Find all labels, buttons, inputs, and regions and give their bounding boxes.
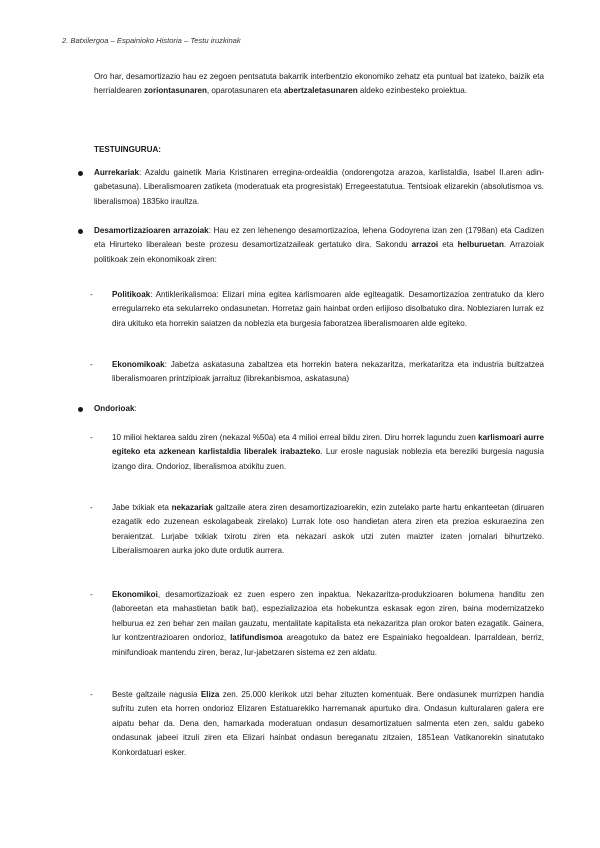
page-header: 2. Batxilergoa – Espainioko Historia – Testu iruzkinak xyxy=(62,36,241,45)
sub-item-ondorioa-3: - Ekonomikoi, desamortizazioak ez zuen espero zen inpaktua. Nekazaritza-produkzioaren bolumena handitu zen (laboreetan eta mahastietan batik bat), espezializazioa eta hobekuntza eskasak egon ziren, baina modernizatzeko helburua ez zen behar zen mailan gauzatu, mentalitate kapitalista eta nekazaritza plan orokor baten ezagatik. Gainera, lur kontzentrazioaren ondorioz, latifundismoa areagotuko da batez ere Espainiako hegoaldean. Iparraldean, berriz, minifundioak mantendu ziren, beraz, lur-jabetzaren sistema ez zen aldatu. xyxy=(90,590,544,657)
sub-item-ondorioa-2: - Jabe txikiak eta nekazariak galtzaile atera ziren desamortizazioarekin, ezin zutelako parte hartu enkanteetan (diruaren ezagatik edo zuzenean eskolagabeak zirelako) Lurrak lote oso handietan atera ziren eta prezioa eskuraezina zen beraientzat. Lurjabe txikiak txirotu ziren eta nekazari askok utzi zuten maizter izaten jornalari bihurtzeko. Liberalismoaren aurka joko dute ordutik aurrera. xyxy=(90,503,544,556)
dash-marker: - xyxy=(90,590,93,599)
sub-item-ekonomikoak: - Ekonomikoak: Jabetza askatasuna zabaltzea eta horrekin batera nekazaritza, merkataritza eta industria bultzatzea liberalismoaren printzipioak jarraituz (librekanbismoa, askatasuna) xyxy=(90,360,544,384)
dash-marker: - xyxy=(90,690,93,699)
dash-marker: - xyxy=(90,433,93,442)
bullet-dot-icon xyxy=(78,229,83,234)
bullet-ondorioak: Ondorioak: xyxy=(62,402,544,416)
section-title: TESTUINGURUA: xyxy=(94,145,161,154)
dash-marker: - xyxy=(90,360,93,369)
dash-marker: - xyxy=(90,290,93,299)
intro-paragraph: Oro har, desamortizazio hau ez zegoen pentsatuta bakarrik interbentzio ekonomiko zehatz eta puntual bat izateko, baizik eta herrialdearen zoriontasunaren, oparotasunaren eta abertzaletasunaren aldeko ezinbesteko proiektua. xyxy=(94,72,544,96)
bullet-arrazoiak: Desamortizazioaren arrazoiak: Hau ez zen lehenengo desamortizazioa, lehena Godoyrena izan zen (1798an) eta Cadizen eta Hirurteko liberalean beste prozesu desamortizatzaileak gertatuko dira. Sakondu arrazoi eta helburuetan. Arrazoiak politikoak zein ekonomikoak ziren: xyxy=(62,224,544,267)
bullet-dot-icon xyxy=(78,407,83,412)
dash-marker: - xyxy=(90,503,93,512)
bullet-aurrekariak: Aurrekariak: Azaldu gainetik Maria Kristinaren erregina-ordealdia (ondorengotza arazoa, karlistaldia, Isabel II.aren adin-gabetasuna). Liberalismoaren zatiketa (moderatuak eta progresistak) Erregeestatutua. Tentsioak elizarekin (absolutismoa vs. liberalismoa) 1835ko iraultza. xyxy=(62,166,544,209)
sub-item-ondorioa-4: - Beste galtzaile nagusia Eliza zen. 25.000 klerikok utzi behar zituzten komentuak. Bere ondasunek murrizpen handia sufritu zuten eta horren ondorioz Elizaren Estatuarekiko harremanak apurtuko dira. Ondasun kulturalaren galera ere aipatu behar da. Dena den, hamarkada moderatuan ondasun desamortizatuen salmenta eten zen, saldu gabeko ondasunak jabeei itzuli ziren eta Elizari hainbat ondasun bereganatu zitzaien, 1851ean Vatikanorekin sinatutako Konkordatuari esker. xyxy=(90,690,544,757)
sub-item-politikoak: - Politikoak: Antiklerikalismoa: Elizari mina egitea karlismoaren alde egiteagatik. Desamortizazioa zentratuko da klero erregularreko eta sekularreko ondasunetan. Horretaz gain hainbat orden erlijioso disolbatuko dira. Nobleziaren lurrak ez dira ukituko eta horrekin saiatzen da noblezia eta burgesia faboratzea liberalismoaren alde egiteko. xyxy=(90,290,544,328)
bullet-dot-icon xyxy=(78,171,83,176)
sub-item-ondorioa-1: - 10 milioi hektarea saldu ziren (nekazal %50a) eta 4 milioi erreal bildu ziren. Diru horrek lagundu zuen karlismoari aurre egiteko eta azkenean karlistaldia liberalek irabazteko. Lur erosle nagusiak noblezia eta bereziki burgesia nagusia izango dira. Ondorioz, liberalismoa atxikitu zuen. xyxy=(90,433,545,471)
